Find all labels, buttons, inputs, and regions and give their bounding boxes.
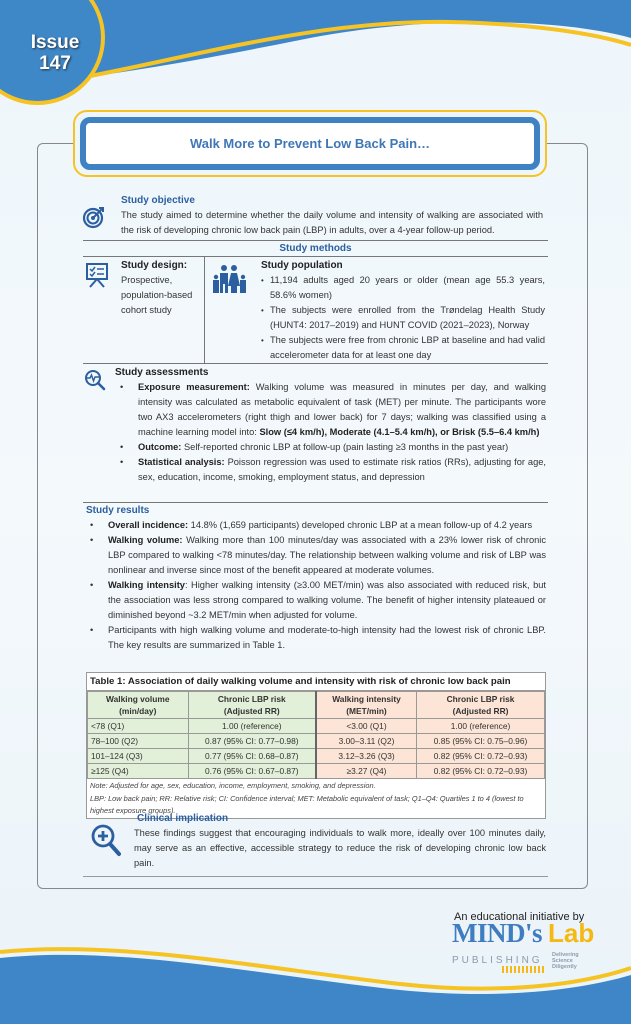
issue-word: Issue	[30, 32, 80, 53]
population-list	[261, 273, 545, 363]
list-item: • The subjects were free from chronic LBP at baseline and had valid accelerometer data for at least one day	[261, 333, 545, 363]
presentation-board-icon	[85, 262, 109, 288]
divider	[83, 256, 548, 257]
study-design-heading: Study design:	[121, 260, 188, 271]
table-cell: ≥3.27 (Q4)	[316, 764, 417, 779]
divider-vertical	[204, 256, 205, 363]
divider	[83, 363, 548, 364]
logo-mind: MIND's	[452, 918, 542, 948]
table-row	[88, 749, 545, 764]
table-header: Walking intensity (MET/min)	[316, 692, 417, 719]
study-design-text: Prospective, population-based cohort study	[121, 275, 193, 315]
study-population-heading: Study population	[261, 260, 343, 271]
table-cell: <78 (Q1)	[88, 719, 189, 734]
magnifier-pulse-icon	[84, 369, 106, 391]
table-row	[88, 734, 545, 749]
logo-publishing: PUBLISHING	[452, 955, 543, 966]
study-design	[121, 258, 201, 318]
table-header: Chronic LBP risk (Adjusted RR)	[188, 692, 316, 719]
table-cell: 0.82 (95% CI: 0.72–0.93)	[417, 764, 545, 779]
results-table	[86, 672, 546, 819]
table-cell: ≥125 (Q4)	[88, 764, 189, 779]
logo-bars	[502, 966, 546, 973]
logo-lab: Lab	[548, 918, 595, 948]
family-icon	[212, 264, 250, 294]
table-cell: <3.00 (Q1)	[316, 719, 417, 734]
list-item: • Outcome: Self-reported chronic LBP at follow-up (pain lasting ≥3 months in the past year)	[116, 440, 546, 455]
table-row	[88, 764, 545, 779]
initiative-text: An educational initiative by	[454, 911, 585, 923]
table-cell: 0.87 (95% CI: 0.77–0.98)	[188, 734, 316, 749]
issue-number: 147	[39, 53, 71, 74]
list-item: • Walking intensity: Higher walking intensity (≥3.00 MET/min) was also associated with reduced risk, but the association was less strong compared to walking volume. The benefit of higher intensity plateaued or diminished beyond ~3.2 MET/min when adjusted for volume.	[86, 578, 546, 623]
table-cell: 1.00 (reference)	[417, 719, 545, 734]
list-item: • Statistical analysis: Poisson regression was used to estimate risk ratios (RRs), adjusting for age, sex, education, income, smoking, employment status, and depression	[116, 455, 546, 485]
table-note: Note: Adjusted for age, sex, education, income, employment, smoking, and depression.	[90, 781, 376, 790]
study-population	[261, 258, 545, 363]
table-header-row	[88, 692, 545, 719]
list-item: • Walking volume: Walking more than 100 minutes/day was associated with a 23% lower risk of chronic LBP compared to walking <78 minutes/day. The relationship between walking volume and risk of LBP was nonlinear and inverse since most of the benefit appeared at moderate volumes.	[86, 533, 546, 578]
target-icon	[82, 205, 106, 229]
table-cell: 0.85 (95% CI: 0.75–0.96)	[417, 734, 545, 749]
objective-text: The study aimed to determine whether the daily volume and intensity of walking are associated with the risk of developing chronic low back pain (LBP) in adults, over a 4-year follow-up period.	[121, 210, 543, 235]
implication-text: These findings suggest that encouraging individuals to walk more, ideally over 100 minutes daily, may serve as an effective, accessible strategy to reduce the risk of developing chronic low back pain.	[134, 828, 546, 868]
table-header: Chronic LBP risk (Adjusted RR)	[417, 692, 545, 719]
table-cell: 3.00–3.11 (Q2)	[316, 734, 417, 749]
divider	[83, 876, 548, 877]
table-cell: 3.12–3.26 (Q3)	[316, 749, 417, 764]
divider	[83, 502, 548, 503]
table-cell: 101–124 (Q3)	[88, 749, 189, 764]
table-header: Walking volume (min/day)	[88, 692, 189, 719]
results-heading: Study results	[86, 505, 150, 516]
list-item: • 11,194 adults aged 20 years or older (mean age 55.3 years, 58.6% women)	[261, 273, 545, 303]
list-item: • Overall incidence: 14.8% (1,659 participants) developed chronic LBP at a mean follow-up of 4.2 years	[86, 518, 546, 533]
zoom-in-icon	[90, 823, 122, 857]
methods-heading: Study methods	[279, 243, 352, 254]
list-item: • Participants with high walking volume and moderate-to-high intensity had the lowest risk of chronic LBP. The key results are summarized in Table 1.	[86, 623, 546, 653]
implication-heading: Clinical implication	[137, 813, 229, 824]
assessments-heading: Study assessments	[115, 367, 209, 378]
logo-tagline: Delivering Science Diligently	[552, 952, 579, 970]
list-item: • The subjects were enrolled from the Trøndelag Health Study (HUNT4: 2017–2019) and HUNT COVID (2021–2023), Norway	[261, 303, 545, 333]
results-list	[86, 518, 546, 653]
table-row	[88, 719, 545, 734]
table-abbreviations: LBP: Low back pain; RR: Relative risk; CI: Confidence interval; MET: Metabolic equivalent of task; Q1–Q4: Quartiles 1 to 4 (lowest to highest exposure groups).	[90, 794, 524, 815]
table-title: Table 1: Association of daily walking volume and intensity with risk of chronic low back pain	[87, 673, 545, 691]
page-title: Walk More to Prevent Low Back Pain…	[189, 136, 431, 151]
table-cell: 0.82 (95% CI: 0.72–0.93)	[417, 749, 545, 764]
table-cell: 0.77 (95% CI: 0.68–0.87)	[188, 749, 316, 764]
assessments-list	[116, 380, 546, 485]
table-cell: 1.00 (reference)	[188, 719, 316, 734]
table-cell: 0.76 (95% CI: 0.67–0.87)	[188, 764, 316, 779]
table-cell: 78–100 (Q2)	[88, 734, 189, 749]
publisher-logo	[452, 918, 602, 978]
objective-heading: Study objective	[121, 195, 195, 206]
list-item: • Exposure measurement: Walking volume was measured in minutes per day, and walking intensity was calculated as metabolic equivalent of task (MET) per minute. The participants wore two AX3 accelerometers (right thigh and lower back) for 7 days; walking was classified using a machine learning model into: Slow (≤4 km/h), Moderate (4.1–5.4 km/h), or Brisk (5.5–6.4 km/h)	[116, 380, 546, 440]
